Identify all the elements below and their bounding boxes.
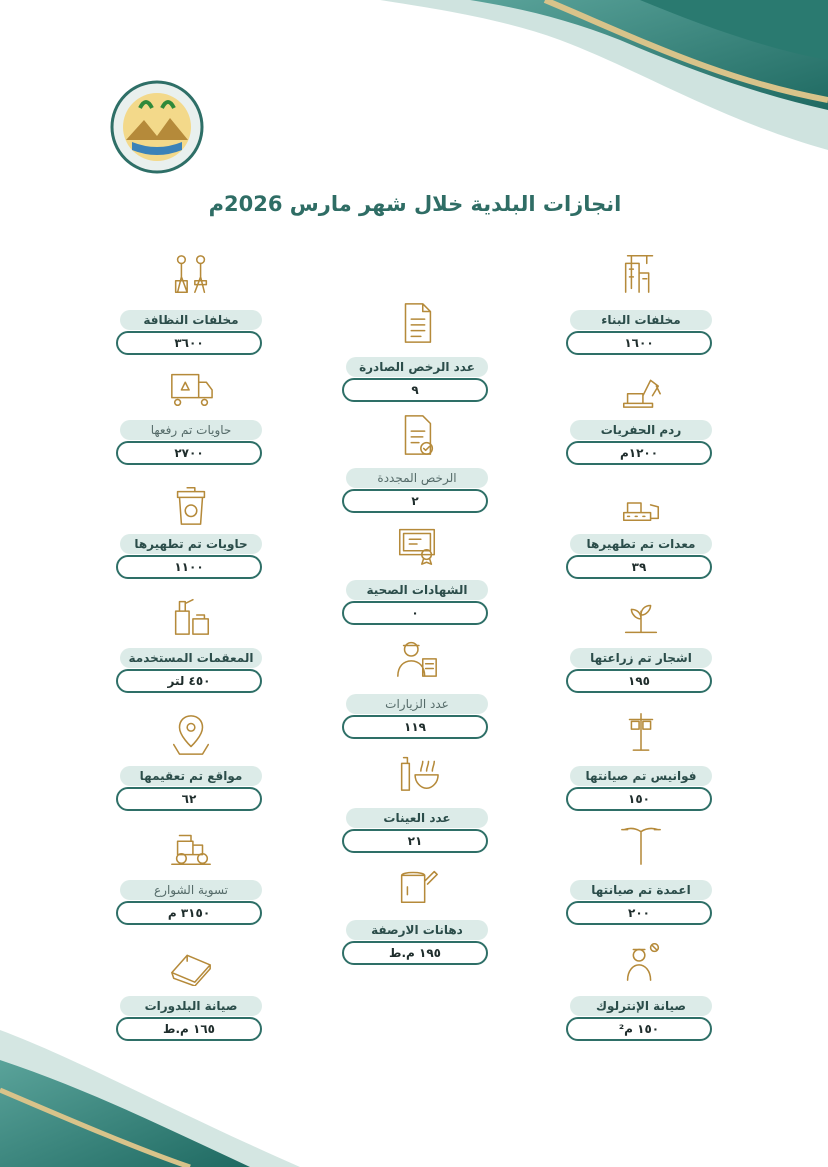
stat-value: ٢٠٠: [566, 901, 712, 925]
stat-value: ٣٩: [566, 555, 712, 579]
street-lamp-icon: [616, 822, 666, 868]
stat-value: ٣٦٠٠: [116, 331, 262, 355]
stat-value: ٢٧٠٠: [116, 441, 262, 465]
paint-bucket-icon: [392, 862, 442, 908]
stat-label: الرخص المجددة: [346, 468, 488, 488]
stat-label: دهانات الارصفة: [346, 920, 488, 940]
stat-value: ١١٩: [342, 715, 488, 739]
bulldozer-icon: [616, 480, 666, 526]
stat-label: مواقع تم تعقيمها: [120, 766, 262, 786]
stat-label: ردم الحفريات: [570, 420, 712, 440]
stat-value: ١٦٠٠: [566, 331, 712, 355]
page-title: انجازات البلدية خلال شهر مارس 2026م: [208, 192, 622, 216]
stat-value: ١٥٠: [566, 787, 712, 811]
location-pin-icon: [166, 712, 216, 758]
lantern-icon: [616, 708, 666, 754]
municipality-logo: [110, 80, 204, 174]
stat-value: ٤٥٠ لتر: [116, 669, 262, 693]
excavator-icon: [616, 365, 666, 411]
stat-label: اعمدة تم صيانتها: [570, 880, 712, 900]
stat-value: ١٩٥: [566, 669, 712, 693]
inspector-icon: [392, 634, 442, 680]
stat-label: صيانة الإنترلوك: [570, 996, 712, 1016]
sanitizer-icon: [166, 592, 216, 638]
stat-value: ٣١٥٠ م: [116, 901, 262, 925]
certificate-icon: [392, 522, 442, 568]
stat-label: حاويات تم رفعها: [120, 420, 262, 440]
stat-value: ١٥٠ م²: [566, 1017, 712, 1041]
stat-label: حاويات تم تطهيرها: [120, 534, 262, 554]
stat-value: ١٦٥ م.ط: [116, 1017, 262, 1041]
stat-label: فوانيس تم صيانتها: [570, 766, 712, 786]
curb-stone-icon: [166, 940, 216, 986]
stat-label: معدات تم تطهيرها: [570, 534, 712, 554]
cleaners-icon: [166, 252, 216, 298]
stat-value: ١١٠٠: [116, 555, 262, 579]
stat-value: ٢: [342, 489, 488, 513]
document-check-icon: [392, 412, 442, 458]
stat-value: ٠: [342, 601, 488, 625]
stat-label: اشجار تم زراعتها: [570, 648, 712, 668]
stat-label: مخلفات البناء: [570, 310, 712, 330]
stat-value: ١٢٠٠م: [566, 441, 712, 465]
stat-label: عدد العينات: [346, 808, 488, 828]
stat-value: ٢١: [342, 829, 488, 853]
road-roller-icon: [166, 824, 216, 870]
plant-icon: [616, 594, 666, 640]
stat-label: المعقمات المستخدمة: [120, 648, 262, 668]
bin-icon: [166, 482, 216, 528]
stat-label: مخلفات النظافة: [120, 310, 262, 330]
stat-label: الشهادات الصحية: [346, 580, 488, 600]
stat-label: صيانة البلدورات: [120, 996, 262, 1016]
stat-label: عدد الرخص الصادرة: [346, 357, 488, 377]
food-sample-icon: [392, 748, 442, 794]
stat-label: تسوية الشوارع: [120, 880, 262, 900]
stat-value: ٦٢: [116, 787, 262, 811]
document-icon: [392, 300, 442, 346]
worker-gear-icon: [616, 938, 666, 984]
stat-value: ٩: [342, 378, 488, 402]
crane-building-icon: [616, 250, 666, 296]
recycle-truck-icon: [166, 365, 216, 411]
stat-label: عدد الزيارات: [346, 694, 488, 714]
stat-value: ١٩٥ م.ط: [342, 941, 488, 965]
